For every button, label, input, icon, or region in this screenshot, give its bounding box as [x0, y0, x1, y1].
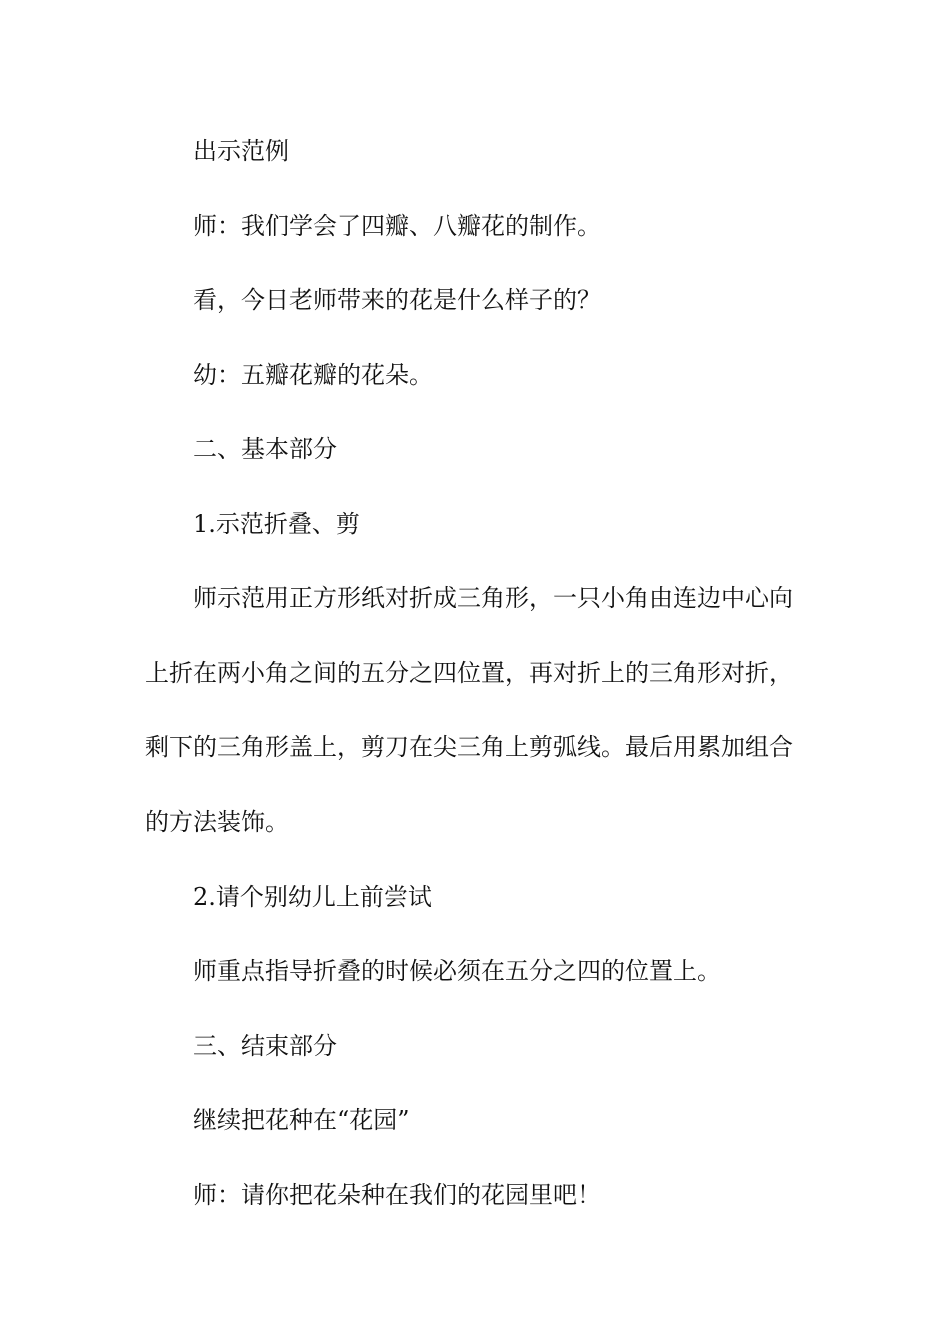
paragraph-teacher-guidance: 师重点指导折叠的时候必须在五分之四的位置上。	[193, 957, 721, 985]
heading-ending-part: 三、结束部分	[193, 1032, 337, 1060]
heading-basic-part: 二、基本部分	[193, 435, 337, 463]
paragraph-child-answer: 幼：五瓣花瓣的花朵。	[193, 361, 433, 389]
heading-children-try: 2.请个别幼儿上前尝试	[193, 883, 432, 911]
heading-demo-fold-cut: 1.示范折叠、剪	[193, 510, 360, 538]
paragraph-teacher-learned: 师：我们学会了四瓣、八瓣花的制作。	[193, 212, 601, 240]
paragraph-plant-flowers: 继续把花种在“花园”	[193, 1106, 410, 1134]
paragraph-look-today: 看，今日老师带来的花是什么样子的？	[193, 286, 601, 314]
paragraph-teacher-plant: 师：请你把花朵种在我们的花园里吧！	[193, 1181, 601, 1209]
paragraph-demo-instructions: 师示范用正方形纸对折成三角形，一只小角由连边中心向上折在两小角之间的五分之四位置，再对折上的三角形对折，剩下的三角形盖上，剪刀在尖三角上剪弧线。最后用累加组合的方法装饰。	[145, 584, 793, 836]
paragraph-show-example: 出示范例	[193, 137, 289, 165]
